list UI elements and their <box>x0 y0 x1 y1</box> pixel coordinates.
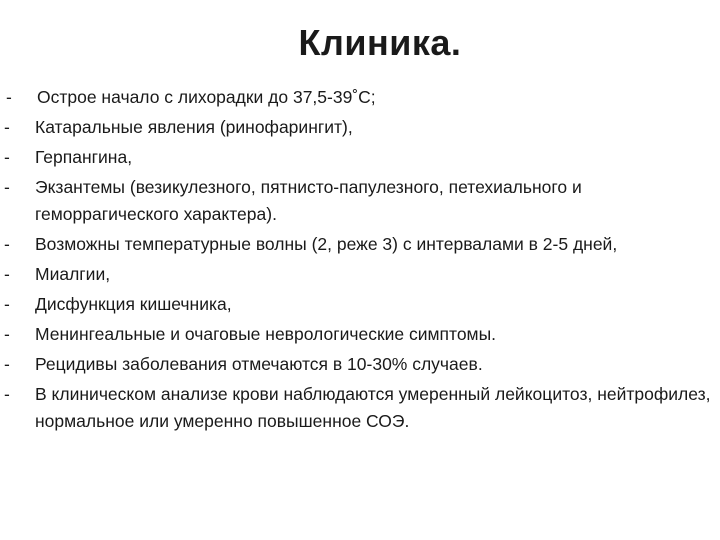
list-item <box>0 291 716 318</box>
list-item <box>0 84 716 111</box>
bullet-dash: - <box>4 234 10 254</box>
list-item-text: Герпангина, <box>35 147 133 167</box>
list-item-text: Менингеальные и очаговые неврологические симптомы. <box>35 324 497 344</box>
slide-title: Клиника. <box>298 22 462 63</box>
list-item <box>0 321 716 348</box>
bullet-dash: - <box>4 354 10 374</box>
bullet-dash: - <box>6 87 12 107</box>
list-item <box>0 174 716 228</box>
list-item <box>0 231 716 258</box>
bullet-dash: - <box>4 147 10 167</box>
bullet-dash: - <box>4 324 10 344</box>
list-item-text: Острое начало с лихорадки до 37,5-39˚С; <box>37 87 376 107</box>
list-item-text: Рецидивы заболевания отмечаются в 10-30% случаев. <box>35 354 483 374</box>
list-item-text: Дисфункция кишечника, <box>35 294 232 314</box>
list-item-text: Экзантемы (везикулезного, пятнисто-папулезного, петехиального и геморрагического характера). <box>35 177 582 224</box>
bullet-dash: - <box>4 294 10 314</box>
list-item-text: Миалгии, <box>35 264 111 284</box>
list-item <box>0 261 716 288</box>
list-item <box>0 351 716 378</box>
list-item <box>0 144 716 171</box>
list-item-text: Катаральные явления (ринофарингит), <box>35 117 353 137</box>
bullet-dash: - <box>4 384 10 404</box>
list-item-text: Возможны температурные волны (2, реже 3) с интервалами в 2-5 дней, <box>35 234 618 254</box>
list-item <box>0 381 716 435</box>
list-item-text: В клиническом анализе крови наблюдаются умеренный лейкоцитоз, нейтрофилез, нормальное или умеренно повышенное СОЭ. <box>35 384 711 431</box>
bullet-dash: - <box>4 117 10 137</box>
bullet-dash: - <box>4 177 10 197</box>
list-item <box>0 114 716 141</box>
bullet-list <box>0 84 716 438</box>
bullet-dash: - <box>4 264 10 284</box>
